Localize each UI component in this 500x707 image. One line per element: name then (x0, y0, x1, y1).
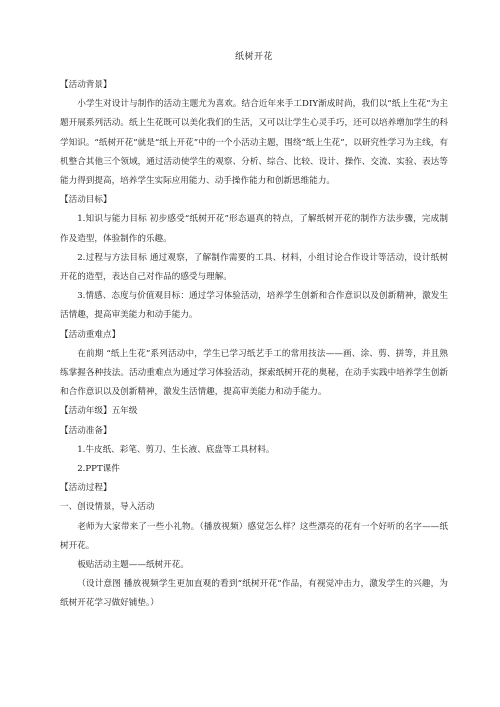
process-step-1-para-2: 板贴活动主题——纸树开花。 (77, 560, 189, 571)
background-paragraph: 小学生对设计与制作的活动主题尤为喜欢。结合近年来手工DIY渐成时尚，我们以“纸上生花”为主题开展系列活动。纸上生花既可以美化我们的生活，又可以让学生心灵手巧，还可以培养增加学生的科学知识。“纸树开花”就是“纸上开花”中的一个小活动主题，围绕“纸上生花”，以研究性学习为主线，有机整合其他三个领域，通过活动使学生的观察、分析、综合、比较、设计、操作、交流、实验、表达等能力得到提高，培养学生实际应用能力、动手操作能力和创新思维能力。 (60, 99, 448, 187)
process-step-1-para-1: 老师为大家带来了一些小礼物。（播放视频）感觉怎么样？这些漂亮的花有一个好听的名字——纸树开花。 (60, 521, 448, 551)
focus-paragraph: 在前期 “纸上生花”系列活动中，学生已学习纸艺手工的常用技法——画、涂、剪、拼等，并且熟练掌握各种技法。活动重难点为通过学习体验活动，探索纸树开花的奥秘，在动手实践中培养学生创新和合作意识以及创新精神，激发生活情趣，提高审美能力和动手能力。 (60, 348, 448, 398)
grade-heading: 【活动年级】 (60, 406, 112, 417)
document-title: 纸树开花 (234, 52, 273, 62)
goals-heading: 【活动目标】 (60, 195, 112, 206)
process-heading: 【活动过程】 (60, 483, 112, 494)
prep-heading: 【活动准备】 (60, 425, 112, 436)
background-heading: 【活动背景】 (60, 80, 112, 90)
grade-value: 五年级 (111, 406, 138, 417)
goal-item-2: 2.过程与方法目标 通过观察，了解制作需要的工具、材料，小组讨论合作设计等活动，设计纸树开花的造型，表达自己对作品的感受与理解。 (60, 252, 448, 283)
prep-item-2: 2.PPT课件 (77, 464, 120, 475)
process-step-1-para-3: （设计意图 播放视频学生更加直观的看到“纸树开花”作品，有视觉冲击力，激发学生的兴趣，为纸树开花学习做好铺垫。） (60, 579, 448, 609)
prep-item-1: 1.牛皮纸、彩笔、剪刀、生长液、底盘等工具材料。 (77, 444, 275, 455)
goal-item-1: 1.知识与能力目标 初步感受“纸树开花”形态逼真的特点，了解纸树开花的制作方法步骤，完成制作及造型，体验制作的乐趣。 (60, 214, 448, 244)
goal-item-3: 3.情感、态度与价值观目标：通过学习体验活动，培养学生创新和合作意识以及创新精神，激发生活情趣，提高审美能力和动手能力。 (60, 291, 448, 321)
grade-line (60, 402, 448, 421)
process-step-1-title: 一、创设情景，导入活动 (60, 502, 155, 513)
focus-heading: 【活动重难点】 (60, 329, 121, 340)
